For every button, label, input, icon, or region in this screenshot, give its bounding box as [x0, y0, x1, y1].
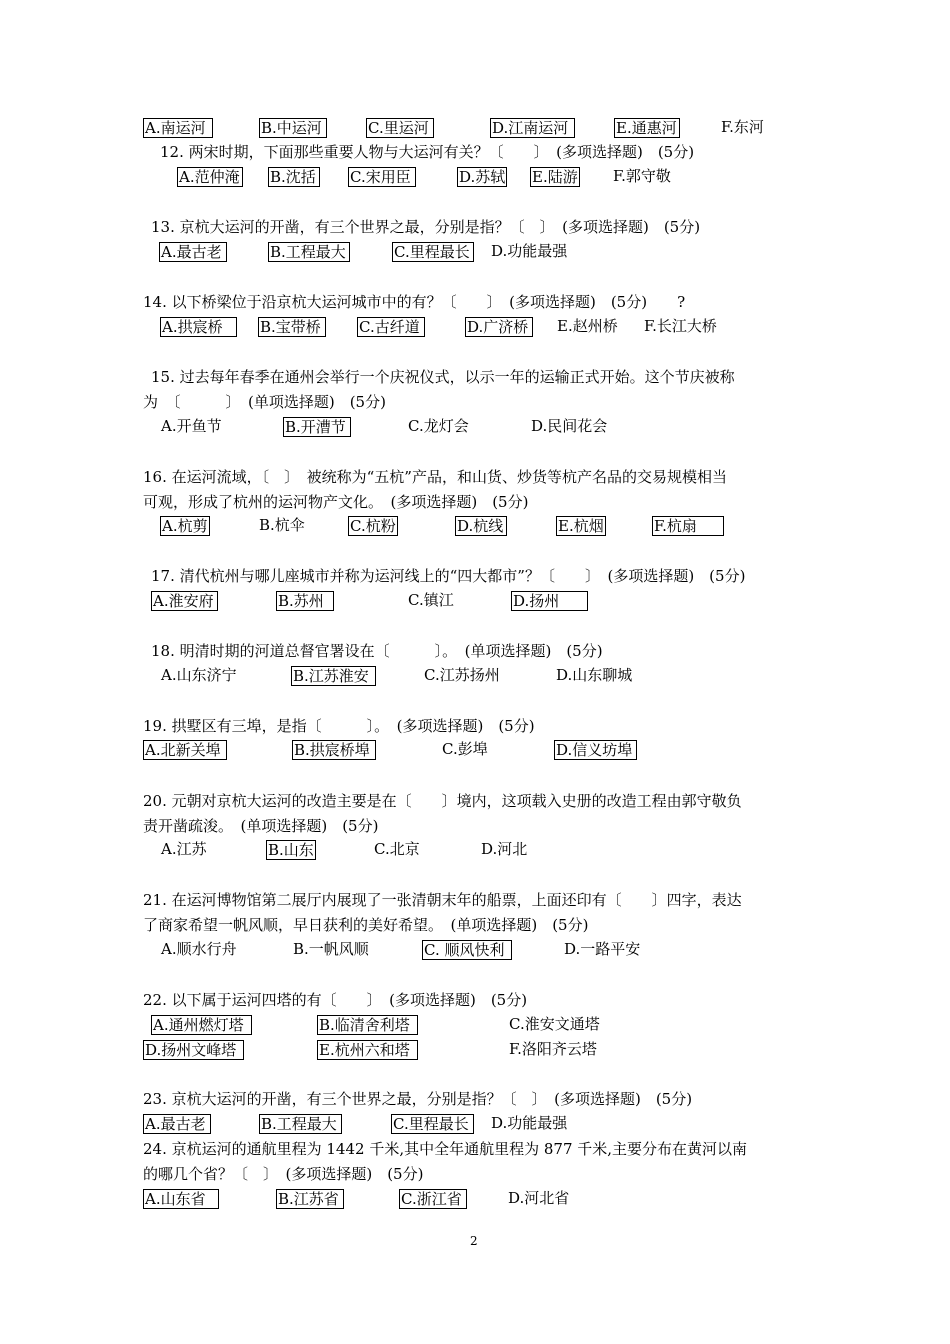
q18-option-d: D.山东聊城 [556, 666, 633, 684]
q23-question: 23. 京杭大运河的开凿，有三个世界之最，分别是指？〔 〕 (多项选择题) (5分) [143, 1090, 693, 1108]
q24-option-a: A.山东省 [143, 1189, 219, 1209]
q15-question-line1: 15. 过去每年春季在通州会举行一个庆祝仪式，以示一年的运输正式开始。这个节庆被称 [151, 368, 735, 386]
q16-option-c: C.杭粉 [348, 516, 398, 536]
q20-question-line2: 责开凿疏浚。 (单项选择题) (5分) [143, 817, 379, 835]
q14-option-e: E.赵州桥 [557, 317, 618, 335]
q12-option-c: C.宋用臣 [348, 167, 416, 187]
q24-option-c: C.浙江省 [399, 1189, 467, 1209]
q17-question: 17. 清代杭州与哪儿座城市并称为运河线上的“四大都市”？〔 〕 (多项选择题) (5分) [151, 567, 746, 585]
q23-option-a: A.最古老 [143, 1114, 211, 1134]
q13-question: 13. 京杭大运河的开凿，有三个世界之最，分别是指？〔 〕 (多项选择题) (5分) [151, 218, 701, 236]
q21-question-line1: 21. 在运河博物馆第二展厅内展现了一张清朝末年的船票，上面还印有〔 〕四字，表达 [143, 891, 742, 909]
q22-option-b: B.临清舍利塔 [317, 1015, 418, 1035]
q13-option-a: A.最古老 [159, 242, 227, 262]
q23-option-c: C.里程最长 [391, 1114, 474, 1134]
q15-option-c: C.龙灯会 [408, 417, 469, 435]
q16-question-line2: 可观，形成了杭州的运河物产文化。 (多项选择题) (5分) [143, 493, 529, 511]
q14-option-b: B.宝带桥 [258, 317, 326, 337]
q20-option-c: C.北京 [374, 840, 420, 858]
q16-option-d: D.杭线 [455, 516, 507, 536]
q15-option-b: B.开漕节 [283, 417, 351, 437]
q16-question-line1: 16. 在运河流域，〔 〕 被统称为“五杭”产品，和山货、炒货等杭产名品的交易规模相当 [143, 468, 727, 486]
q19-question: 19. 拱墅区有三埠，是指〔 〕。 (多项选择题) (5分) [143, 717, 535, 735]
q22-question: 22. 以下属于运河四塔的有〔 〕 (多项选择题) (5分) [143, 991, 528, 1009]
q12-option-f: F.郭守敬 [613, 167, 671, 185]
q16-option-a: A.杭剪 [160, 516, 210, 536]
q16-option-f: F.杭扇 [652, 516, 724, 536]
q21-option-a: A.顺水行舟 [161, 940, 237, 958]
q15-option-a: A.开鱼节 [161, 417, 222, 435]
q17-option-d: D.扬州 [511, 591, 588, 611]
q16-option-b: B.杭伞 [259, 516, 305, 534]
q19-option-b: B.拱宸桥埠 [292, 740, 376, 760]
q17-option-b: B.苏州 [276, 591, 334, 611]
q22-option-d: D.扬州文峰塔 [143, 1040, 244, 1060]
q13-option-b: B.工程最大 [268, 242, 350, 262]
q22-option-a: A.通州燃灯塔 [151, 1015, 252, 1035]
q22-option-e: E.杭州六和塔 [317, 1040, 418, 1060]
q18-option-c: C.江苏扬州 [424, 666, 500, 684]
q11-option-f: F.东河 [721, 118, 764, 136]
q11-option-a: A.南运河 [143, 118, 213, 138]
q24-question-line1: 24. 京杭运河的通航里程为 1442 千米,其中全年通航里程为 877 千米,主要分布在黄河以南 [143, 1140, 748, 1158]
q21-option-d: D.一路平安 [564, 940, 641, 958]
q14-option-c: C.古纤道 [357, 317, 425, 337]
q12-option-a: A.范仲淹 [177, 167, 243, 187]
q14-option-a: A.拱宸桥 [160, 317, 237, 337]
q24-option-b: B.江苏省 [276, 1189, 344, 1209]
q14-option-f: F.长江大桥 [644, 317, 717, 335]
q18-option-a: A.山东济宁 [161, 666, 237, 684]
q18-question: 18. 明清时期的河道总督官署设在〔 〕。 (单项选择题) (5分) [151, 642, 603, 660]
q24-question-line2: 的哪几个省？〔 〕 (多项选择题) (5分) [143, 1165, 424, 1183]
q11-option-b: B.中运河 [259, 118, 327, 138]
q17-option-c: C.镇江 [408, 591, 454, 609]
q20-option-d: D.河北 [481, 840, 528, 858]
q15-question-line2: 为 〔 〕 (单项选择题) (5分) [143, 393, 386, 411]
q18-option-b: B.江苏淮安 [291, 666, 376, 686]
q11-option-e: E.通惠河 [614, 118, 680, 138]
q12-option-b: B.沈括 [268, 167, 320, 187]
q21-option-b: B.一帆风顺 [293, 940, 369, 958]
q12-question: 12. 两宋时期，下面那些重要人物与大运河有关？〔 〕 (多项选择题) (5分) [160, 143, 695, 161]
q14-question: 14. 以下桥梁位于沿京杭大运河城市中的有？〔 〕 (多项选择题) (5分) ? [143, 293, 686, 311]
q24-option-d: D.河北省 [508, 1189, 570, 1207]
q21-option-c: C. 顺风快利 [422, 940, 512, 960]
q17-option-a: A.淮安府 [151, 591, 218, 611]
page-number: 2 [470, 1234, 478, 1248]
q16-option-e: E.杭烟 [556, 516, 606, 536]
q13-option-d: D.功能最强 [491, 242, 568, 260]
q15-option-d: D.民间花会 [531, 417, 608, 435]
q22-option-c: C.淮安文通塔 [509, 1015, 600, 1033]
q12-option-d: D.苏轼 [459, 168, 506, 186]
q19-option-a: A.北新关埠 [143, 740, 227, 760]
q23-option-b: B.工程最大 [259, 1114, 342, 1134]
q11-option-d: D.江南运河 [490, 118, 575, 138]
q14-option-d: D.广济桥 [465, 317, 533, 337]
q11-option-c: C.里运河 [366, 118, 434, 138]
q22-option-f: F.洛阳齐云塔 [509, 1040, 597, 1058]
q12-option-e: E.陆游 [530, 167, 580, 187]
q20-question-line1: 20. 元朝对京杭大运河的改造主要是在〔 〕境内，这项载入史册的改造工程由郭守敬负 [143, 792, 742, 810]
q13-option-c: C.里程最长 [392, 242, 474, 262]
q23-option-d: D.功能最强 [491, 1114, 568, 1132]
q21-question-line2: 了商家希望一帆风顺，早日获利的美好希望。 (单项选择题) (5分) [143, 916, 589, 934]
q19-option-d: D.信义坊埠 [554, 740, 637, 760]
q20-option-a: A.江苏 [161, 840, 207, 858]
q20-option-b: B.山东 [266, 840, 316, 860]
q19-option-c: C.彭埠 [442, 740, 488, 758]
